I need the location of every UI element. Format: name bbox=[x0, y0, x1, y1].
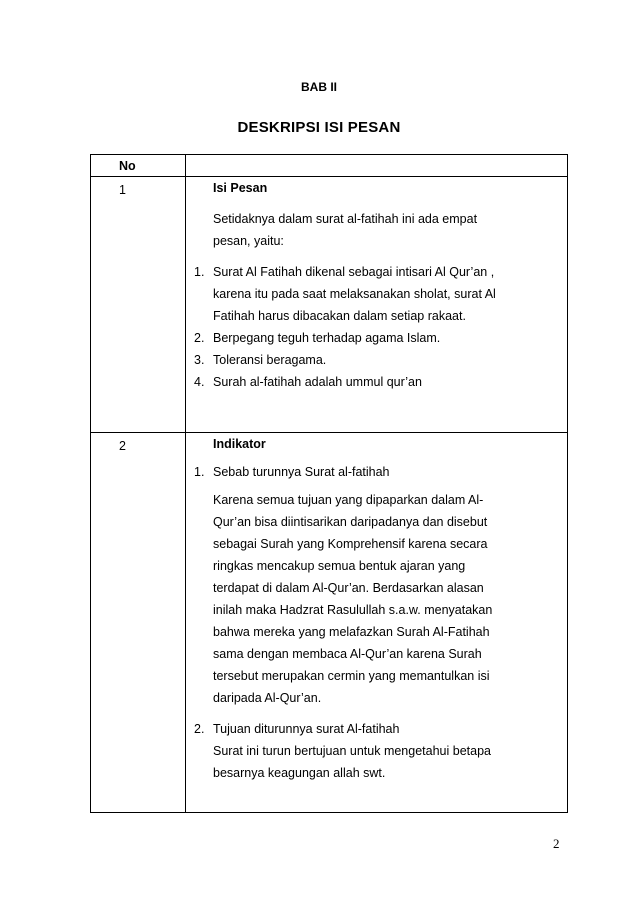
paragraph-line: Surat ini turun bertujuan untuk mengetahui betapa bbox=[213, 744, 491, 758]
paragraph-line: Karena semua tujuan yang dipaparkan dalam Al- bbox=[213, 493, 484, 507]
list-item bbox=[194, 349, 567, 371]
list-number: 2. bbox=[194, 331, 205, 345]
row-number: 2 bbox=[91, 433, 186, 812]
paragraph-line: inilah maka Hadzrat Rasulullah s.a.w. menyatakan bbox=[213, 603, 493, 617]
list-item bbox=[194, 718, 567, 740]
table-row bbox=[91, 433, 568, 813]
paragraph-line: bahwa mereka yang melafazkan Surah Al-Fatihah bbox=[213, 625, 490, 639]
list-item bbox=[194, 461, 567, 483]
header-no-cell: No bbox=[91, 155, 186, 176]
paragraph-line: sebagai Surah yang Komprehensif karena secara bbox=[213, 537, 488, 551]
table-header-row bbox=[91, 155, 568, 177]
list-number: 1. bbox=[194, 265, 205, 279]
list-item-text: Tujuan diturunnya surat Al-fatihah bbox=[213, 722, 400, 736]
list-item-text: Toleransi beragama. bbox=[213, 353, 327, 367]
paragraph-line: terdapat di dalam Al-Qur’an. Berdasarkan alasan bbox=[213, 581, 484, 595]
page-number: 2 bbox=[553, 836, 560, 851]
list-item bbox=[194, 261, 567, 283]
intro-line: pesan, yaitu: bbox=[213, 234, 284, 248]
paragraph-line: Qur’an bisa diintisarikan daripadanya dan disebut bbox=[213, 515, 488, 529]
paragraph-line: besarnya keagungan allah swt. bbox=[213, 766, 386, 780]
paragraph-line: daripada Al-Qur’an. bbox=[213, 691, 322, 705]
row-content bbox=[186, 433, 568, 812]
list-item bbox=[194, 371, 567, 393]
list-item-text: Surah al-fatihah adalah ummul qur’an bbox=[213, 375, 422, 389]
list-number: 3. bbox=[194, 353, 205, 367]
paragraph-line: ringkas mencakup semua bentuk ajaran yang bbox=[213, 559, 466, 573]
table-row bbox=[91, 177, 568, 433]
list-item-text: Berpegang teguh terhadap agama Islam. bbox=[213, 331, 441, 345]
intro-line: Setidaknya dalam surat al-fatihah ini ada empat bbox=[213, 212, 478, 226]
page-title: DESKRIPSI ISI PESAN bbox=[237, 119, 401, 136]
list-item-continuation: Fatihah harus dibacakan dalam setiap rakaat. bbox=[213, 309, 466, 323]
section-heading-isi-pesan: Isi Pesan bbox=[213, 181, 268, 195]
paragraph-line: tersebut merupakan cermin yang memantulkan isi bbox=[213, 669, 490, 683]
list-number: 1. bbox=[194, 465, 205, 479]
chapter-heading: BAB II bbox=[301, 80, 337, 94]
section-heading-indikator: Indikator bbox=[213, 437, 266, 451]
list-item-continuation: karena itu pada saat melaksanakan sholat, surat Al bbox=[213, 287, 496, 301]
list-number: 4. bbox=[194, 375, 205, 389]
row-content bbox=[186, 177, 568, 432]
list-item-text: Sebab turunnya Surat al-fatihah bbox=[213, 465, 390, 479]
paragraph-line: sama dengan membaca Al-Qur’an karena Surah bbox=[213, 647, 482, 661]
list-number: 2. bbox=[194, 722, 205, 736]
list-item-text: Surat Al Fatihah dikenal sebagai intisari Al Qur’an , bbox=[213, 265, 495, 279]
message-table bbox=[90, 154, 568, 813]
row-number: 1 bbox=[91, 177, 186, 432]
header-empty-cell bbox=[186, 155, 568, 176]
list-item bbox=[194, 327, 567, 349]
